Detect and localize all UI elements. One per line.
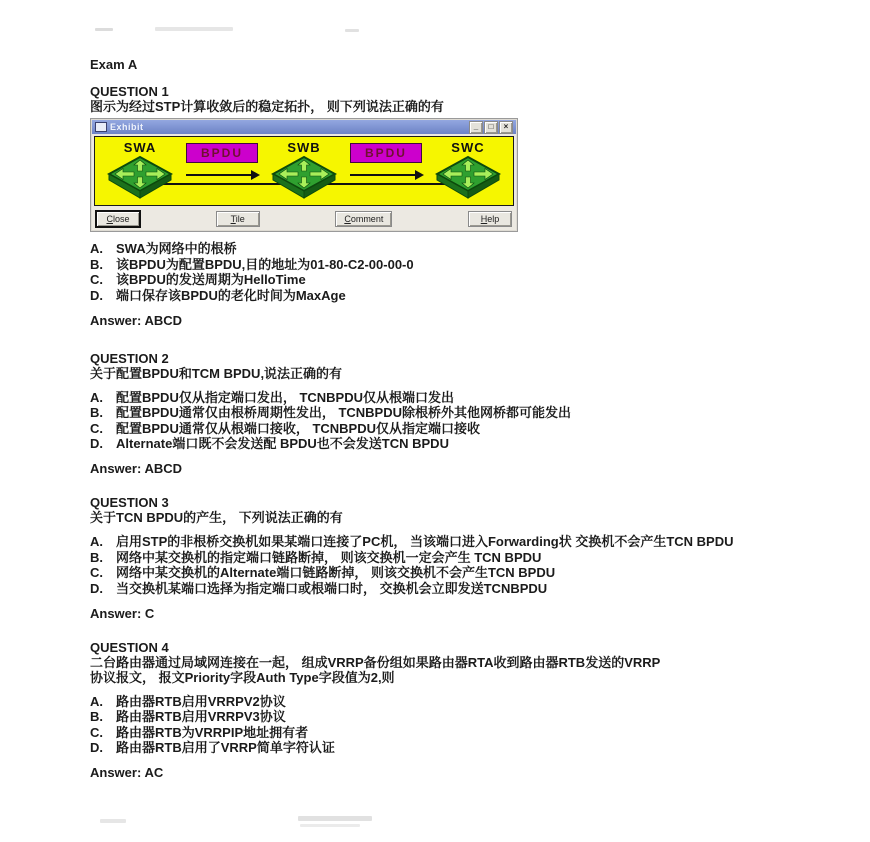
answer-line bbox=[90, 765, 790, 780]
answer-value: C bbox=[144, 605, 155, 621]
switch-label: SWA bbox=[123, 140, 157, 155]
bpdu-label: BPDU bbox=[350, 143, 422, 163]
close-icon[interactable]: × bbox=[499, 121, 513, 134]
options-list bbox=[90, 390, 790, 452]
answer-label: Answer: bbox=[90, 312, 142, 328]
switch-swb bbox=[271, 141, 337, 200]
clipped-text-fragment bbox=[155, 27, 233, 31]
button-label: Comment bbox=[344, 213, 384, 224]
button-label: Close bbox=[106, 213, 130, 224]
maximize-icon[interactable]: □ bbox=[484, 121, 498, 134]
option-b: B. 该BPDU为配置BPDU,目的地址为01-80-C2-00-00-0 bbox=[90, 256, 414, 272]
answer-label: Answer: bbox=[90, 605, 142, 621]
question-number: QUESTION 3 bbox=[90, 495, 169, 510]
answer-value: ABCD bbox=[144, 312, 182, 328]
question-number: QUESTION 1 bbox=[90, 84, 169, 99]
clipped-text-fragment bbox=[95, 28, 113, 31]
clipped-text-fragment bbox=[298, 816, 372, 821]
question-number: QUESTION 4 bbox=[90, 639, 169, 655]
exhibit-window bbox=[90, 118, 518, 232]
question-text: 关于配置BPDU和TCM BPDU,说法正确的有 bbox=[90, 365, 343, 381]
window-icon bbox=[95, 122, 107, 132]
comment-button[interactable] bbox=[335, 211, 392, 227]
question-number: QUESTION 2 bbox=[90, 350, 169, 366]
switch-icon bbox=[435, 155, 501, 200]
clipped-text-fragment bbox=[100, 819, 126, 823]
exhibit-titlebar[interactable] bbox=[92, 120, 516, 134]
switch-icon bbox=[271, 155, 337, 200]
option-a: A. 配置BPDU仅从指定端口发出， TCNBPDU仅从根端口发出 bbox=[90, 389, 455, 405]
exam-title: Exam A bbox=[90, 57, 138, 72]
question-3 bbox=[90, 495, 790, 621]
option-a: A. 路由器RTB启用VRRPV2协议 bbox=[90, 693, 286, 709]
option-a: A. SWA为网络中的根桥 bbox=[90, 241, 237, 256]
option-c: C. 该BPDU的发送周期为HelloTime bbox=[90, 272, 306, 287]
clipped-text-fragment bbox=[345, 29, 359, 32]
close-button[interactable] bbox=[96, 211, 140, 227]
option-b: B. 配置BPDU通常仅由根桥周期性发出， TCNBPDU除根桥外其他网桥都可能发出 bbox=[90, 405, 572, 420]
option-b: B. 网络中某交换机的指定端口链路断掉， 则该交换机一定会产生 TCN BPDU bbox=[90, 549, 542, 565]
answer-line bbox=[90, 461, 790, 476]
question-text: 关于TCN BPDU的产生， 下列说法正确的有 bbox=[90, 510, 343, 525]
answer-line bbox=[90, 606, 790, 621]
options-list bbox=[90, 241, 790, 303]
options-list bbox=[90, 694, 790, 756]
question-1 bbox=[90, 84, 790, 328]
options-list bbox=[90, 534, 790, 596]
bpdu-packet-2 bbox=[350, 143, 422, 176]
answer-value: ABCD bbox=[144, 461, 182, 476]
tile-button[interactable] bbox=[216, 211, 260, 227]
question-2 bbox=[90, 351, 790, 477]
question-4 bbox=[90, 640, 790, 781]
question-text: 二台路由器通过局域网连接在一起， 组成VRRP备份组如果路由器RTA收到路由器RTB发送的VRRP bbox=[90, 654, 661, 670]
option-d: D. 路由器RTB启用了VRRP简单字符认证 bbox=[90, 740, 335, 755]
clipped-text-fragment bbox=[300, 824, 360, 827]
answer-line bbox=[90, 313, 790, 328]
question-text: 图示为经过STP计算收敛后的稳定拓扑， 则下列说法正确的有 bbox=[90, 99, 444, 114]
answer-label: Answer: bbox=[90, 461, 142, 476]
bpdu-packet-1 bbox=[186, 143, 258, 176]
answer-value: AC bbox=[144, 765, 164, 780]
answer-label: Answer: bbox=[90, 765, 142, 780]
option-d: D. 端口保存该BPDU的老化时间为MaxAge bbox=[90, 287, 346, 303]
button-label: Help bbox=[480, 213, 500, 224]
topology-diagram bbox=[94, 136, 514, 206]
arrow-right-icon bbox=[350, 174, 422, 176]
option-c: C. 配置BPDU通常仅从根端口接收， TCNBPDU仅从指定端口接收 bbox=[90, 420, 481, 436]
option-c: C. 路由器RTB为VRRPIP地址拥有者 bbox=[90, 724, 309, 740]
switch-label: SWB bbox=[287, 140, 321, 155]
arrow-right-icon bbox=[186, 174, 258, 176]
option-d: D. 当交换机某端口选择为指定端口或根端口时， 交换机会立即发送TCNBPDU bbox=[90, 580, 548, 596]
bpdu-label: BPDU bbox=[186, 143, 258, 163]
option-c: C. 网络中某交换机的Alternate端口链路断掉， 则该交换机不会产生TCN BPDU bbox=[90, 565, 556, 580]
switch-icon bbox=[107, 155, 173, 200]
button-label: Tile bbox=[230, 213, 245, 224]
exhibit-button-bar bbox=[92, 208, 516, 230]
question-text: 协议报文， 报文Priority字段Auth Type字段值为2,则 bbox=[90, 669, 395, 685]
switch-swa bbox=[107, 141, 173, 200]
exhibit-title: Exhibit bbox=[110, 122, 144, 132]
option-a: A. 启用STP的非根桥交换机如果某端口连接了PC机， 当该端口进入Forwarding状 交换机不会产生TCN BPDU bbox=[90, 534, 734, 549]
help-button[interactable] bbox=[468, 211, 512, 227]
option-b: B. 路由器RTB启用VRRPV3协议 bbox=[90, 709, 286, 724]
window-controls bbox=[469, 121, 513, 134]
option-d: D. Alternate端口既不会发送配 BPDU也不会发送TCN BPDU bbox=[90, 436, 449, 451]
switch-label: SWC bbox=[451, 140, 485, 155]
minimize-icon[interactable]: _ bbox=[469, 121, 483, 134]
switch-swc bbox=[435, 141, 501, 200]
